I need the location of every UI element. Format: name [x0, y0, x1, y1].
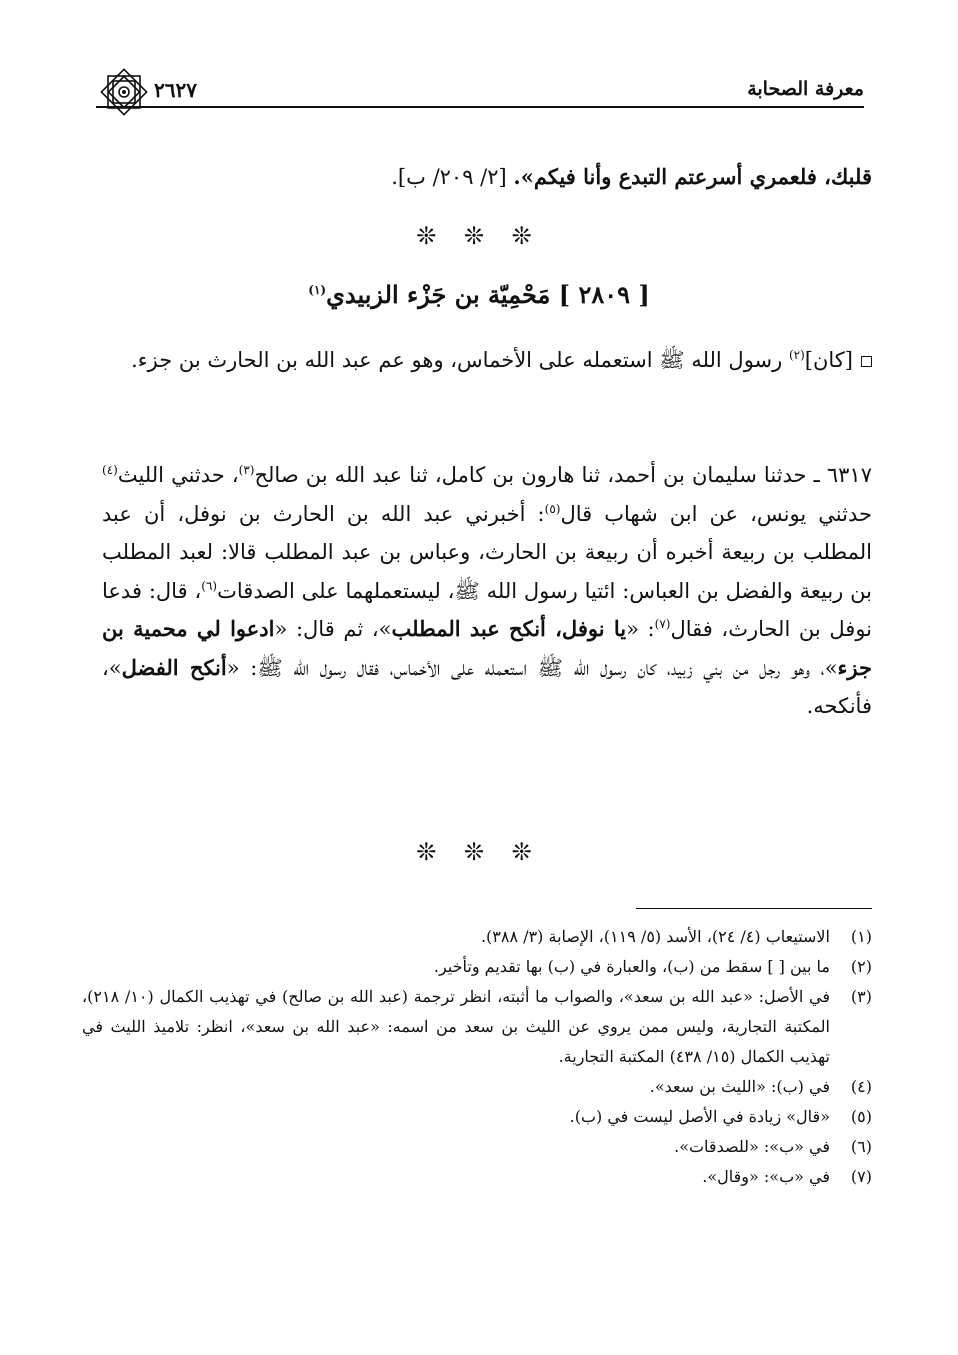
footnote-text: في «ب»: «للصدقات».: [674, 1137, 830, 1156]
footnote: [82, 1132, 872, 1162]
manuscript-ref: [٢/ ٢٠٩/ ب].: [391, 165, 507, 189]
footnote: [82, 922, 872, 952]
footnote-text: في (ب): «الليث بن سعد».: [649, 1077, 830, 1096]
entry-name: مَحْمِيّة بن جَزْء الزبيدي: [326, 280, 551, 309]
hadith-text: »، وهو رجل من بني زبيد، كان رسول الله ﷺ استعمله على الأخماس، فقال رسول الله ﷺ: «: [226, 655, 838, 680]
entry-note-ref: (١): [308, 283, 327, 297]
hadith-text: ٦٣١٧ ـ حدثنا سليمان بن أحمد، ثنا هارون بن كامل، ثنا عبد الله بن صالح: [254, 463, 872, 487]
intro-open: [كان]: [804, 348, 853, 372]
footnote: [82, 982, 872, 1072]
footnote: [82, 952, 872, 982]
intro-paragraph: [102, 342, 872, 379]
prophetic-quote: أنكح الفضل: [121, 654, 227, 680]
entry-number: [ ٢٨٠٩ ]: [558, 280, 650, 309]
note-ref-7: (٧): [654, 617, 671, 631]
hadith-text: : أخبرني عبد الله بن الحارث بن نوفل، أن عبد المطلب بن ربيعة أخبره أن ربيعة بن الحارث، وعباس بن عبد المطلب قالا: لعبد المطلب بن ربيعة والفضل بن العباس: ائتيا رسول الله ﷺ، ليستعملهما على الصدقات: [102, 501, 872, 603]
section-separator: ❊ ❊ ❊: [416, 838, 542, 866]
note-ref-3: (٣): [238, 463, 255, 477]
footnote-text: «قال» زيادة في الأصل ليست في (ب).: [569, 1107, 830, 1126]
footnote-rule: [636, 908, 872, 909]
book-title: معرفة الصحابة: [747, 78, 864, 100]
continuation-line: [82, 158, 872, 196]
prophetic-quote: يا نوفل، أنكح عبد المطلب: [391, 616, 627, 641]
octagram-ornament-icon: [96, 64, 152, 120]
footnote-text: في «ب»: «وقال».: [702, 1167, 830, 1186]
hadith-text: »، ثم قال: «: [274, 617, 392, 641]
entry-heading: [0, 280, 958, 309]
note-ref-4: (٤): [102, 463, 118, 477]
footnote-number: (٥): [850, 1107, 872, 1126]
hadith-text: ، قال: فدعا نوفل بن الحارث، فقال: [102, 578, 873, 641]
section-separator: ❊ ❊ ❊: [416, 222, 542, 250]
footnote-number: (١): [850, 927, 872, 946]
footnote-number: (٣): [850, 987, 872, 1006]
hadith-paragraph: [102, 456, 872, 726]
footnote-number: (٤): [850, 1077, 872, 1096]
footnotes: [82, 922, 872, 1192]
intro-text: رسول الله ﷺ استعمله على الأخماس، وهو عم عبد الله بن الحارث بن جزء.: [131, 348, 789, 372]
footnote-number: (٢): [850, 957, 872, 976]
page-header: [96, 74, 864, 108]
footnote: [82, 1162, 872, 1192]
note-ref-5: (٥): [544, 501, 561, 516]
square-bullet-icon: [861, 356, 872, 367]
hadith-text: »، فأنكحه.: [102, 655, 872, 718]
footnote-text: الاستيعاب (٤/ ٢٤)، الأسد (٥/ ١١٩)، الإصابة (٣/ ٣٨٨).: [480, 927, 830, 946]
prophetic-quote: ادعوا لي محمية بن جزء: [102, 616, 872, 680]
hadith-text: : «: [626, 617, 655, 641]
footnote-number: (٦): [850, 1137, 872, 1156]
page-number: ٢٦٢٧: [154, 78, 197, 102]
footnote: [82, 1072, 872, 1102]
header-rule: [96, 106, 864, 108]
footnote-text: في الأصل: «عبد الله بن سعد»، والصواب ما أثبته، انظر ترجمة (عبد الله بن صالح) في تهذيب الكمال (١٠/ ٢١٨)، المكتبة التجارية، وليس ممن يروي عن الليث بن سعد من اسمه: «عبد الله بن سعد»، انظر: تلاميذ الليث في تهذيب الكمال (١٥/ ٤٣٨) المكتبة التجارية.: [82, 987, 830, 1066]
hadith-text: ، حدثني الليث: [117, 463, 239, 487]
hadith-text: حدثني يونس، عن ابن شهاب قال: [560, 501, 872, 526]
footnote-number: (٧): [850, 1167, 872, 1186]
footnote: [82, 1102, 872, 1132]
footnote-text: ما بين [ ] سقط من (ب)، والعبارة في (ب) بها تقديم وتأخير.: [433, 957, 830, 976]
intro-note-ref: (٢): [788, 348, 805, 362]
note-ref-6: (٦): [201, 578, 218, 593]
continuation-bold-text: قلبك، فلعمري أسرعتم التبدع وأنا فيكم».: [513, 164, 872, 189]
